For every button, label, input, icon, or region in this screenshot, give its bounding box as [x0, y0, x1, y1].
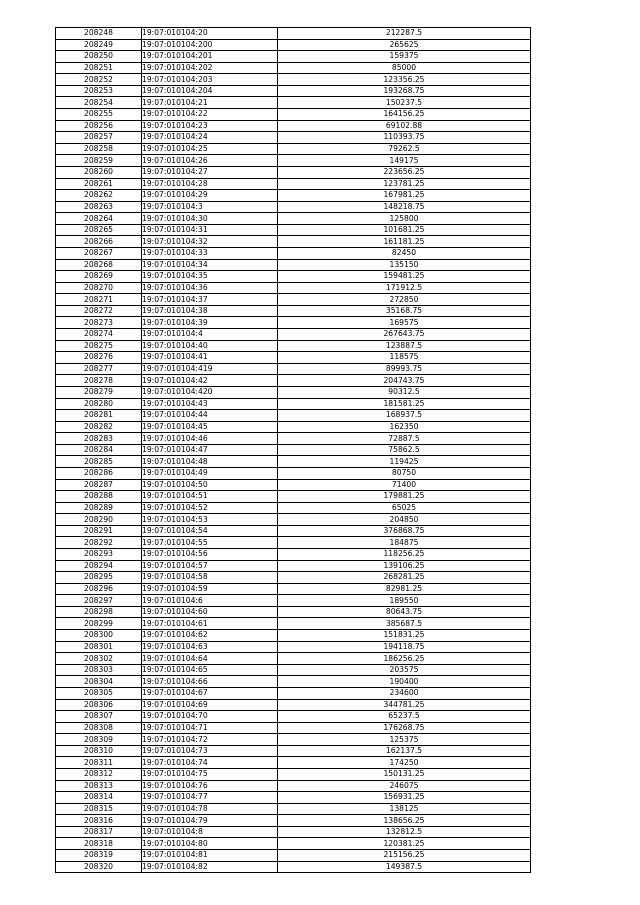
data-table [55, 27, 531, 873]
table-row [56, 85, 531, 97]
cell-id: 208279 [56, 386, 142, 398]
table-row [56, 456, 531, 468]
cell-id: 208277 [56, 363, 142, 375]
cell-id: 208303 [56, 664, 142, 676]
table-row [56, 294, 531, 306]
table-row [56, 282, 531, 294]
cell-value: 82450 [278, 247, 531, 259]
table-row [56, 861, 531, 873]
cell-cadastral-code: 19:07:010104:48 [142, 456, 278, 468]
table-row [56, 352, 531, 364]
table-row [56, 676, 531, 688]
cell-cadastral-code: 19:07:010104:75 [142, 769, 278, 781]
cell-value: 118256.25 [278, 549, 531, 561]
table-row [56, 433, 531, 445]
cell-id: 208317 [56, 826, 142, 838]
table-row [56, 757, 531, 769]
table-row [56, 560, 531, 572]
table-row [56, 745, 531, 757]
cell-value: 161181.25 [278, 236, 531, 248]
cell-cadastral-code: 19:07:010104:22 [142, 109, 278, 121]
cell-cadastral-code: 19:07:010104:33 [142, 247, 278, 259]
cell-value: 89993.75 [278, 363, 531, 375]
cell-cadastral-code: 19:07:010104:420 [142, 386, 278, 398]
cell-cadastral-code: 19:07:010104:54 [142, 525, 278, 537]
table-row [56, 479, 531, 491]
cell-value: 71400 [278, 479, 531, 491]
cell-value: 272850 [278, 294, 531, 306]
table-row [56, 826, 531, 838]
cell-cadastral-code: 19:07:010104:61 [142, 618, 278, 630]
cell-cadastral-code: 19:07:010104:28 [142, 178, 278, 190]
table-row [56, 305, 531, 317]
cell-id: 208263 [56, 201, 142, 213]
cell-id: 208304 [56, 676, 142, 688]
cell-value: 176268.75 [278, 722, 531, 734]
table-row [56, 641, 531, 653]
cell-id: 208312 [56, 769, 142, 781]
cell-value: 35168.75 [278, 305, 531, 317]
cell-id: 208253 [56, 85, 142, 97]
cell-id: 208313 [56, 780, 142, 792]
cell-id: 208281 [56, 410, 142, 422]
cell-id: 208271 [56, 294, 142, 306]
cell-value: 150237.5 [278, 97, 531, 109]
cell-value: 151831.25 [278, 630, 531, 642]
table-row [56, 769, 531, 781]
cell-id: 208282 [56, 421, 142, 433]
cell-value: 138125 [278, 803, 531, 815]
cell-cadastral-code: 19:07:010104:56 [142, 549, 278, 561]
table-body [56, 28, 531, 873]
cell-cadastral-code: 19:07:010104:62 [142, 630, 278, 642]
cell-id: 208251 [56, 62, 142, 74]
cell-cadastral-code: 19:07:010104:27 [142, 166, 278, 178]
cell-cadastral-code: 19:07:010104:21 [142, 97, 278, 109]
cell-value: 169575 [278, 317, 531, 329]
table-row [56, 444, 531, 456]
table-row [56, 537, 531, 549]
cell-cadastral-code: 19:07:010104:66 [142, 676, 278, 688]
cell-id: 208291 [56, 525, 142, 537]
cell-value: 189550 [278, 595, 531, 607]
cell-id: 208265 [56, 224, 142, 236]
cell-cadastral-code: 19:07:010104:55 [142, 537, 278, 549]
cell-cadastral-code: 19:07:010104:80 [142, 838, 278, 850]
cell-id: 208285 [56, 456, 142, 468]
table-row [56, 595, 531, 607]
cell-value: 135150 [278, 259, 531, 271]
cell-cadastral-code: 19:07:010104:24 [142, 132, 278, 144]
cell-cadastral-code: 19:07:010104:59 [142, 583, 278, 595]
cell-value: 148218.75 [278, 201, 531, 213]
table-row [56, 143, 531, 155]
cell-value: 215156.25 [278, 850, 531, 862]
cell-cadastral-code: 19:07:010104:78 [142, 803, 278, 815]
cell-cadastral-code: 19:07:010104:76 [142, 780, 278, 792]
cell-value: 125375 [278, 734, 531, 746]
cell-id: 208295 [56, 572, 142, 584]
table-row [56, 74, 531, 86]
cell-cadastral-code: 19:07:010104:25 [142, 143, 278, 155]
cell-id: 208306 [56, 699, 142, 711]
cell-value: 110393.75 [278, 132, 531, 144]
table-row [56, 386, 531, 398]
table-row [56, 190, 531, 202]
cell-value: 234600 [278, 687, 531, 699]
cell-cadastral-code: 19:07:010104:43 [142, 398, 278, 410]
cell-value: 179881.25 [278, 491, 531, 503]
cell-value: 72887.5 [278, 433, 531, 445]
table-row [56, 317, 531, 329]
cell-value: 267643.75 [278, 329, 531, 341]
cell-id: 208301 [56, 641, 142, 653]
table-row [56, 178, 531, 190]
table-row [56, 201, 531, 213]
cell-value: 150131.25 [278, 769, 531, 781]
cell-cadastral-code: 19:07:010104:71 [142, 722, 278, 734]
table-row [56, 583, 531, 595]
cell-cadastral-code: 19:07:010104:31 [142, 224, 278, 236]
cell-id: 208255 [56, 109, 142, 121]
table-row [56, 699, 531, 711]
cell-value: 149175 [278, 155, 531, 167]
cell-cadastral-code: 19:07:010104:6 [142, 595, 278, 607]
cell-cadastral-code: 19:07:010104:79 [142, 815, 278, 827]
cell-value: 132812.5 [278, 826, 531, 838]
cell-cadastral-code: 19:07:010104:202 [142, 62, 278, 74]
cell-cadastral-code: 19:07:010104:51 [142, 491, 278, 503]
cell-cadastral-code: 19:07:010104:201 [142, 51, 278, 63]
cell-cadastral-code: 19:07:010104:53 [142, 514, 278, 526]
cell-id: 208269 [56, 271, 142, 283]
table-row [56, 375, 531, 387]
cell-cadastral-code: 19:07:010104:38 [142, 305, 278, 317]
cell-id: 208272 [56, 305, 142, 317]
table-row [56, 664, 531, 676]
table-row [56, 259, 531, 271]
table-row [56, 363, 531, 375]
cell-id: 208308 [56, 722, 142, 734]
cell-id: 208260 [56, 166, 142, 178]
cell-cadastral-code: 19:07:010104:34 [142, 259, 278, 271]
table-row [56, 606, 531, 618]
table-row [56, 410, 531, 422]
table-row [56, 549, 531, 561]
cell-cadastral-code: 19:07:010104:58 [142, 572, 278, 584]
cell-value: 190400 [278, 676, 531, 688]
cell-id: 208288 [56, 491, 142, 503]
cell-cadastral-code: 19:07:010104:46 [142, 433, 278, 445]
cell-cadastral-code: 19:07:010104:52 [142, 502, 278, 514]
table-row [56, 502, 531, 514]
table-row [56, 247, 531, 259]
table-row [56, 838, 531, 850]
cell-value: 162350 [278, 421, 531, 433]
cell-id: 208296 [56, 583, 142, 595]
cell-cadastral-code: 19:07:010104:82 [142, 861, 278, 873]
cell-value: 268281.25 [278, 572, 531, 584]
cell-id: 208283 [56, 433, 142, 445]
table-row [56, 97, 531, 109]
cell-cadastral-code: 19:07:010104:72 [142, 734, 278, 746]
cell-cadastral-code: 19:07:010104:60 [142, 606, 278, 618]
cell-value: 186256.25 [278, 653, 531, 665]
table-row [56, 792, 531, 804]
table-row [56, 525, 531, 537]
cell-id: 208264 [56, 213, 142, 225]
table-row [56, 62, 531, 74]
cell-id: 208268 [56, 259, 142, 271]
cell-value: 156931.25 [278, 792, 531, 804]
table-row [56, 340, 531, 352]
cell-cadastral-code: 19:07:010104:64 [142, 653, 278, 665]
cell-value: 149387.5 [278, 861, 531, 873]
cell-value: 118575 [278, 352, 531, 364]
table-row [56, 711, 531, 723]
cell-cadastral-code: 19:07:010104:63 [142, 641, 278, 653]
cell-value: 139106.25 [278, 560, 531, 572]
cell-cadastral-code: 19:07:010104:37 [142, 294, 278, 306]
cell-value: 123781.25 [278, 178, 531, 190]
cell-value: 79262.5 [278, 143, 531, 155]
cell-cadastral-code: 19:07:010104:30 [142, 213, 278, 225]
cell-id: 208270 [56, 282, 142, 294]
cell-value: 65025 [278, 502, 531, 514]
cell-value: 123356.25 [278, 74, 531, 86]
table-row [56, 514, 531, 526]
cell-id: 208274 [56, 329, 142, 341]
cell-value: 82981.25 [278, 583, 531, 595]
cell-cadastral-code: 19:07:010104:57 [142, 560, 278, 572]
cell-id: 208275 [56, 340, 142, 352]
cell-cadastral-code: 19:07:010104:47 [142, 444, 278, 456]
cell-cadastral-code: 19:07:010104:50 [142, 479, 278, 491]
cell-id: 208273 [56, 317, 142, 329]
cell-value: 164156.25 [278, 109, 531, 121]
cell-cadastral-code: 19:07:010104:32 [142, 236, 278, 248]
cell-cadastral-code: 19:07:010104:41 [142, 352, 278, 364]
cell-value: 80643.75 [278, 606, 531, 618]
cell-cadastral-code: 19:07:010104:29 [142, 190, 278, 202]
cell-id: 208262 [56, 190, 142, 202]
cell-cadastral-code: 19:07:010104:44 [142, 410, 278, 422]
cell-value: 119425 [278, 456, 531, 468]
cell-id: 208252 [56, 74, 142, 86]
cell-cadastral-code: 19:07:010104:200 [142, 39, 278, 51]
cell-cadastral-code: 19:07:010104:3 [142, 201, 278, 213]
table-row [56, 722, 531, 734]
cell-id: 208315 [56, 803, 142, 815]
cell-value: 159481.25 [278, 271, 531, 283]
table-row [56, 28, 531, 40]
cell-cadastral-code: 19:07:010104:40 [142, 340, 278, 352]
cell-value: 184875 [278, 537, 531, 549]
cell-id: 208276 [56, 352, 142, 364]
cell-id: 208257 [56, 132, 142, 144]
cell-cadastral-code: 19:07:010104:20 [142, 28, 278, 40]
cell-value: 181581.25 [278, 398, 531, 410]
cell-value: 246075 [278, 780, 531, 792]
cell-cadastral-code: 19:07:010104:73 [142, 745, 278, 757]
table-row [56, 630, 531, 642]
cell-value: 69102.88 [278, 120, 531, 132]
table-row [56, 224, 531, 236]
cell-cadastral-code: 19:07:010104:23 [142, 120, 278, 132]
cell-id: 208290 [56, 514, 142, 526]
cell-id: 208254 [56, 97, 142, 109]
cell-id: 208307 [56, 711, 142, 723]
table-row [56, 815, 531, 827]
table-row [56, 271, 531, 283]
cell-id: 208250 [56, 51, 142, 63]
cell-value: 65237.5 [278, 711, 531, 723]
cell-id: 208258 [56, 143, 142, 155]
cell-value: 162137.5 [278, 745, 531, 757]
cell-id: 208294 [56, 560, 142, 572]
cell-id: 208299 [56, 618, 142, 630]
cell-id: 208320 [56, 861, 142, 873]
cell-cadastral-code: 19:07:010104:204 [142, 85, 278, 97]
cell-value: 204743.75 [278, 375, 531, 387]
cell-value: 167981.25 [278, 190, 531, 202]
cell-id: 208302 [56, 653, 142, 665]
cell-value: 123887.5 [278, 340, 531, 352]
table-row [56, 491, 531, 503]
cell-cadastral-code: 19:07:010104:77 [142, 792, 278, 804]
cell-id: 208249 [56, 39, 142, 51]
cell-id: 208319 [56, 850, 142, 862]
table-row [56, 618, 531, 630]
cell-cadastral-code: 19:07:010104:419 [142, 363, 278, 375]
cell-cadastral-code: 19:07:010104:203 [142, 74, 278, 86]
cell-cadastral-code: 19:07:010104:69 [142, 699, 278, 711]
table-row [56, 213, 531, 225]
cell-id: 208300 [56, 630, 142, 642]
cell-cadastral-code: 19:07:010104:4 [142, 329, 278, 341]
cell-cadastral-code: 19:07:010104:39 [142, 317, 278, 329]
table-row [56, 653, 531, 665]
cell-value: 80750 [278, 467, 531, 479]
cell-cadastral-code: 19:07:010104:70 [142, 711, 278, 723]
table-row [56, 734, 531, 746]
cell-cadastral-code: 19:07:010104:36 [142, 282, 278, 294]
cell-value: 101681.25 [278, 224, 531, 236]
cell-id: 208298 [56, 606, 142, 618]
cell-value: 344781.25 [278, 699, 531, 711]
cell-id: 208318 [56, 838, 142, 850]
cell-id: 208280 [56, 398, 142, 410]
table-row [56, 132, 531, 144]
table-row [56, 687, 531, 699]
table-row [56, 51, 531, 63]
cell-id: 208289 [56, 502, 142, 514]
cell-cadastral-code: 19:07:010104:45 [142, 421, 278, 433]
cell-id: 208284 [56, 444, 142, 456]
cell-id: 208309 [56, 734, 142, 746]
cell-cadastral-code: 19:07:010104:8 [142, 826, 278, 838]
cell-value: 90312.5 [278, 386, 531, 398]
cell-id: 208311 [56, 757, 142, 769]
table-row [56, 780, 531, 792]
table-row [56, 850, 531, 862]
cell-value: 171912.5 [278, 282, 531, 294]
cell-id: 208248 [56, 28, 142, 40]
cell-value: 174250 [278, 757, 531, 769]
cell-value: 120381.25 [278, 838, 531, 850]
table-row [56, 398, 531, 410]
cell-value: 203575 [278, 664, 531, 676]
cell-value: 385687.5 [278, 618, 531, 630]
cell-id: 208261 [56, 178, 142, 190]
cell-cadastral-code: 19:07:010104:26 [142, 155, 278, 167]
table-row [56, 803, 531, 815]
table-row [56, 109, 531, 121]
table-row [56, 572, 531, 584]
cell-value: 168937.5 [278, 410, 531, 422]
cell-id: 208292 [56, 537, 142, 549]
table-row [56, 39, 531, 51]
cell-value: 223656.25 [278, 166, 531, 178]
table-row [56, 120, 531, 132]
cell-id: 208310 [56, 745, 142, 757]
cell-id: 208259 [56, 155, 142, 167]
table-row [56, 467, 531, 479]
cell-cadastral-code: 19:07:010104:35 [142, 271, 278, 283]
cell-value: 204850 [278, 514, 531, 526]
table-row [56, 329, 531, 341]
cell-cadastral-code: 19:07:010104:67 [142, 687, 278, 699]
cell-id: 208314 [56, 792, 142, 804]
table-row [56, 166, 531, 178]
cell-id: 208256 [56, 120, 142, 132]
cell-id: 208266 [56, 236, 142, 248]
cell-id: 208305 [56, 687, 142, 699]
cell-cadastral-code: 19:07:010104:74 [142, 757, 278, 769]
cell-cadastral-code: 19:07:010104:42 [142, 375, 278, 387]
table-row [56, 155, 531, 167]
cell-value: 194118.75 [278, 641, 531, 653]
cell-id: 208278 [56, 375, 142, 387]
cell-id: 208297 [56, 595, 142, 607]
cell-value: 193268.75 [278, 85, 531, 97]
cell-id: 208316 [56, 815, 142, 827]
cell-value: 138656.25 [278, 815, 531, 827]
cell-id: 208293 [56, 549, 142, 561]
cell-cadastral-code: 19:07:010104:49 [142, 467, 278, 479]
table-row [56, 236, 531, 248]
cell-value: 376868.75 [278, 525, 531, 537]
table-row [56, 421, 531, 433]
cell-id: 208286 [56, 467, 142, 479]
cell-value: 75862.5 [278, 444, 531, 456]
cell-cadastral-code: 19:07:010104:81 [142, 850, 278, 862]
cell-value: 265625 [278, 39, 531, 51]
cell-id: 208287 [56, 479, 142, 491]
cell-value: 159375 [278, 51, 531, 63]
cell-value: 125800 [278, 213, 531, 225]
cell-cadastral-code: 19:07:010104:65 [142, 664, 278, 676]
cell-value: 85000 [278, 62, 531, 74]
cell-value: 212287.5 [278, 28, 531, 40]
cell-id: 208267 [56, 247, 142, 259]
